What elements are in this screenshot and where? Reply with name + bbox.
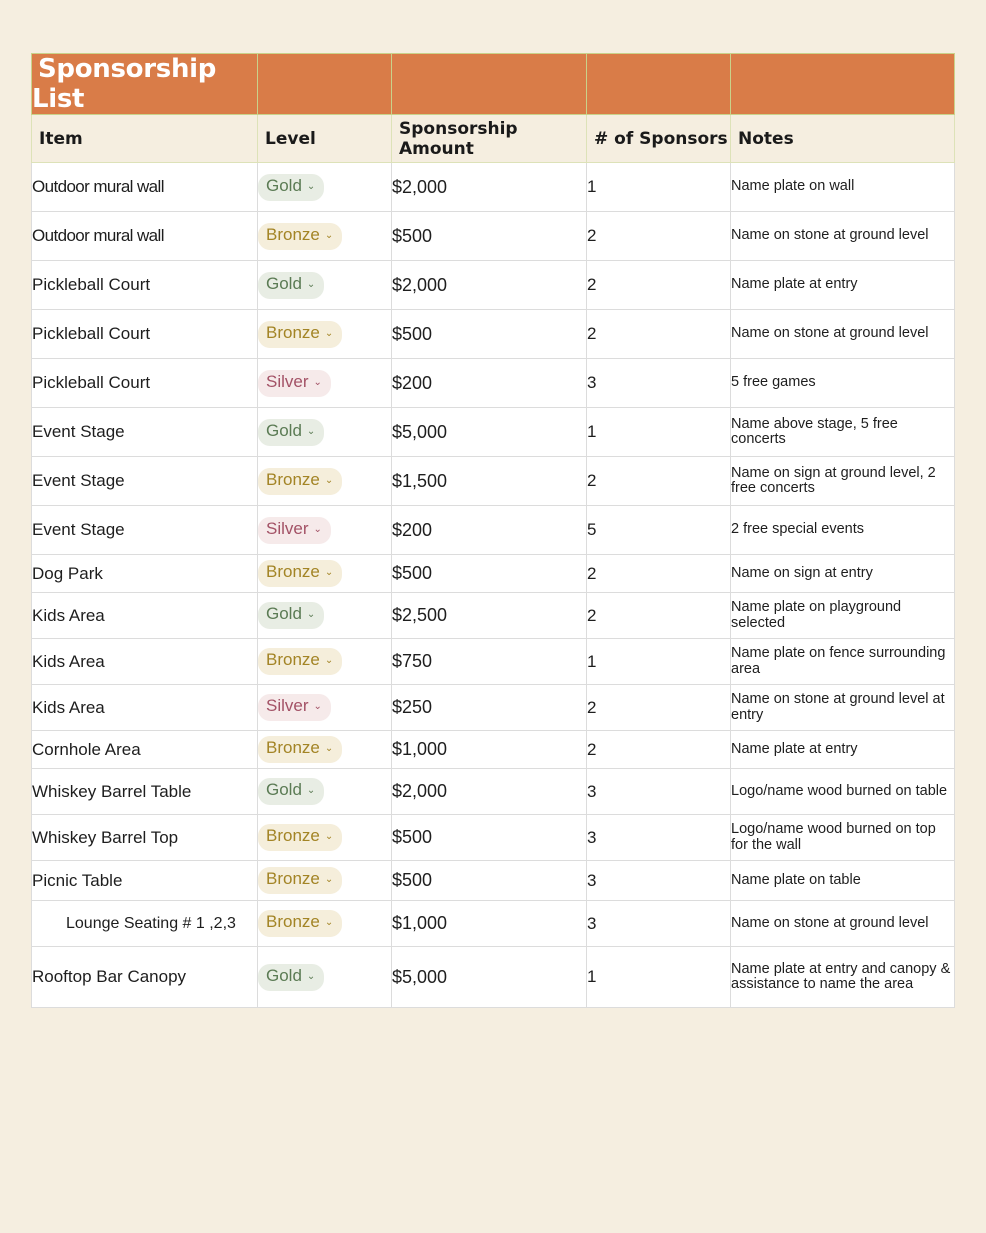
sponsor-count-cell[interactable]: 3 — [587, 901, 731, 947]
notes-cell[interactable]: Logo/name wood burned on top for the wall — [731, 815, 955, 861]
chevron-down-icon: ⌄ — [324, 743, 334, 754]
table-row — [32, 457, 955, 506]
amount-cell[interactable]: $1,000 — [392, 731, 587, 769]
table-row — [32, 261, 955, 310]
item-cell[interactable]: Whiskey Barrel Top — [32, 815, 258, 861]
column-header-amount[interactable]: Sponsorship Amount — [392, 115, 587, 163]
table-row — [32, 310, 955, 359]
level-label: Silver — [266, 371, 309, 391]
chevron-down-icon: ⌄ — [313, 523, 322, 535]
item-cell[interactable]: Kids Area — [32, 593, 258, 639]
table-row — [32, 593, 955, 639]
amount-cell[interactable]: $500 — [392, 861, 587, 901]
sponsor-count-cell[interactable]: 3 — [587, 861, 731, 901]
level-cell — [258, 359, 392, 408]
title-cell[interactable] — [32, 54, 258, 115]
level-cell — [258, 261, 392, 310]
sponsorship-table — [31, 53, 955, 1008]
level-dropdown[interactable] — [258, 602, 324, 629]
level-label: Bronze — [266, 826, 320, 845]
amount-cell[interactable]: $500 — [392, 555, 587, 593]
chevron-down-icon: ⌄ — [324, 229, 334, 241]
level-cell — [258, 861, 392, 901]
item-cell[interactable]: Pickleball Court — [32, 359, 258, 408]
title-row — [32, 54, 955, 115]
column-header-item[interactable]: Item — [32, 115, 258, 163]
sponsor-count-cell[interactable]: 3 — [587, 815, 731, 861]
item-cell[interactable]: Pickleball Court — [32, 310, 258, 359]
chevron-down-icon: ⌄ — [324, 655, 334, 666]
chevron-down-icon: ⌄ — [324, 874, 334, 885]
level-dropdown[interactable] — [258, 370, 331, 397]
sponsor-count-cell[interactable]: 2 — [587, 555, 731, 593]
table-row — [32, 555, 955, 593]
amount-cell[interactable]: $750 — [392, 639, 587, 685]
level-cell — [258, 685, 392, 731]
level-cell — [258, 408, 392, 457]
table-row — [32, 163, 955, 212]
level-label: Gold — [266, 273, 302, 293]
notes-cell[interactable]: Name plate on playground selected — [731, 593, 955, 639]
chevron-down-icon: ⌄ — [306, 970, 316, 982]
level-label: Bronze — [266, 912, 320, 931]
chevron-down-icon: ⌄ — [324, 474, 334, 486]
level-dropdown[interactable] — [258, 648, 342, 675]
sponsor-count-cell[interactable]: 1 — [587, 408, 731, 457]
table-row — [32, 901, 955, 947]
level-cell — [258, 947, 392, 1008]
level-label: Bronze — [266, 224, 320, 244]
table-row — [32, 639, 955, 685]
amount-cell[interactable]: $2,000 — [392, 163, 587, 212]
level-dropdown[interactable] — [258, 867, 342, 894]
level-cell — [258, 212, 392, 261]
notes-cell[interactable]: Logo/name wood burned on table — [731, 769, 955, 815]
sponsor-count-cell[interactable]: 3 — [587, 359, 731, 408]
chevron-down-icon: ⌄ — [306, 785, 316, 796]
chevron-down-icon: ⌄ — [313, 376, 322, 388]
level-dropdown[interactable] — [258, 517, 331, 544]
item-cell[interactable]: Whiskey Barrel Table — [32, 769, 258, 815]
sponsor-count-cell[interactable]: 2 — [587, 261, 731, 310]
notes-cell[interactable]: Name on sign at entry — [731, 555, 955, 593]
sponsor-count-cell[interactable]: 3 — [587, 769, 731, 815]
level-dropdown[interactable] — [258, 824, 342, 851]
column-header-notes[interactable]: Notes — [731, 115, 955, 163]
item-cell[interactable]: Outdoor mural wall — [32, 163, 258, 212]
table-row — [32, 685, 955, 731]
level-cell — [258, 555, 392, 593]
level-label: Silver — [266, 696, 309, 715]
amount-cell[interactable]: $2,000 — [392, 261, 587, 310]
sponsor-count-cell[interactable]: 2 — [587, 731, 731, 769]
notes-cell[interactable]: Name plate on fence surrounding area — [731, 639, 955, 685]
item-cell[interactable]: Event Stage — [32, 506, 258, 555]
title-cell-empty[interactable] — [392, 54, 587, 115]
chevron-down-icon: ⌄ — [324, 567, 334, 578]
notes-cell[interactable]: Name on stone at ground level — [731, 310, 955, 359]
sponsor-count-cell[interactable]: 2 — [587, 457, 731, 506]
table-row — [32, 408, 955, 457]
level-dropdown[interactable] — [258, 468, 342, 495]
notes-cell[interactable]: Name plate at entry — [731, 731, 955, 769]
sponsor-count-cell[interactable]: 1 — [587, 163, 731, 212]
amount-cell[interactable]: $200 — [392, 506, 587, 555]
level-cell — [258, 901, 392, 947]
level-label: Bronze — [266, 322, 320, 342]
level-label: Bronze — [266, 562, 320, 581]
chevron-down-icon: ⌄ — [324, 831, 334, 842]
level-label: Bronze — [266, 469, 320, 489]
level-label: Gold — [266, 780, 302, 799]
column-header-level[interactable]: Level — [258, 115, 392, 163]
table-row — [32, 731, 955, 769]
title-cell-empty[interactable] — [731, 54, 955, 115]
level-dropdown[interactable] — [258, 272, 324, 299]
amount-cell[interactable]: $2,500 — [392, 593, 587, 639]
item-cell[interactable]: Cornhole Area — [32, 731, 258, 769]
level-label: Bronze — [266, 738, 320, 757]
notes-cell[interactable]: Name plate at entry and canopy & assistance to name the area — [731, 947, 955, 1008]
level-cell — [258, 769, 392, 815]
item-cell[interactable]: Kids Area — [32, 685, 258, 731]
level-label: Gold — [266, 965, 302, 985]
level-cell — [258, 639, 392, 685]
chevron-down-icon: ⌄ — [313, 701, 322, 712]
amount-cell[interactable]: $200 — [392, 359, 587, 408]
item-cell[interactable]: Dog Park — [32, 555, 258, 593]
sheet-title: Sponsorship List — [32, 54, 217, 114]
level-cell — [258, 457, 392, 506]
amount-cell[interactable]: $2,000 — [392, 769, 587, 815]
notes-cell[interactable]: Name on sign at ground level, 2 free concerts — [731, 457, 955, 506]
notes-cell[interactable]: Name on stone at ground level at entry — [731, 685, 955, 731]
table-row — [32, 815, 955, 861]
item-cell[interactable]: Event Stage — [32, 408, 258, 457]
level-cell — [258, 163, 392, 212]
level-dropdown[interactable] — [258, 964, 324, 991]
sponsor-count-cell[interactable]: 1 — [587, 947, 731, 1008]
level-dropdown[interactable] — [258, 910, 342, 937]
table-row — [32, 506, 955, 555]
sponsor-count-cell[interactable]: 1 — [587, 639, 731, 685]
column-header-count[interactable]: # of Sponsors — [587, 115, 731, 163]
level-dropdown[interactable] — [258, 778, 324, 805]
level-dropdown[interactable] — [258, 560, 342, 587]
item-cell[interactable]: Kids Area — [32, 639, 258, 685]
notes-cell[interactable]: Name on stone at ground level — [731, 901, 955, 947]
amount-cell[interactable]: $5,000 — [392, 408, 587, 457]
table-row — [32, 947, 955, 1008]
table-row — [32, 359, 955, 408]
table-body — [32, 163, 955, 1008]
level-cell — [258, 506, 392, 555]
table-row — [32, 861, 955, 901]
level-cell — [258, 593, 392, 639]
level-dropdown[interactable] — [258, 694, 331, 721]
notes-cell[interactable]: Name plate at entry — [731, 261, 955, 310]
item-cell[interactable]: Rooftop Bar Canopy — [32, 947, 258, 1008]
item-cell[interactable]: Outdoor mural wall — [32, 212, 258, 261]
item-cell[interactable]: Event Stage — [32, 457, 258, 506]
level-label: Bronze — [266, 869, 320, 888]
table-row — [32, 769, 955, 815]
sponsor-count-cell[interactable]: 2 — [587, 685, 731, 731]
chevron-down-icon: ⌄ — [306, 609, 316, 620]
level-cell — [258, 731, 392, 769]
notes-cell[interactable]: 2 free special events — [731, 506, 955, 555]
notes-cell[interactable]: Name above stage, 5 free concerts — [731, 408, 955, 457]
amount-cell[interactable]: $500 — [392, 212, 587, 261]
amount-cell[interactable]: $250 — [392, 685, 587, 731]
amount-cell[interactable]: $1,000 — [392, 901, 587, 947]
notes-cell[interactable]: Name on stone at ground level — [731, 212, 955, 261]
level-cell — [258, 310, 392, 359]
item-cell[interactable]: Lounge Seating # 1 ,2,3 — [32, 901, 258, 947]
item-cell[interactable]: Pickleball Court — [32, 261, 258, 310]
amount-cell[interactable]: $1,500 — [392, 457, 587, 506]
sponsor-count-cell[interactable]: 2 — [587, 212, 731, 261]
level-label: Silver — [266, 518, 309, 538]
sponsor-count-cell[interactable]: 5 — [587, 506, 731, 555]
sponsor-count-cell[interactable]: 2 — [587, 593, 731, 639]
level-dropdown[interactable] — [258, 419, 324, 446]
chevron-down-icon: ⌄ — [324, 917, 334, 928]
title-cell-empty[interactable] — [258, 54, 392, 115]
level-dropdown[interactable] — [258, 321, 342, 348]
amount-cell[interactable]: $500 — [392, 815, 587, 861]
amount-cell[interactable]: $500 — [392, 310, 587, 359]
level-dropdown[interactable] — [258, 223, 342, 250]
chevron-down-icon: ⌄ — [306, 180, 316, 192]
chevron-down-icon: ⌄ — [306, 278, 316, 290]
level-dropdown[interactable] — [258, 174, 324, 201]
chevron-down-icon: ⌄ — [306, 425, 316, 437]
notes-cell[interactable]: 5 free games — [731, 359, 955, 408]
header-row — [32, 115, 955, 163]
notes-cell[interactable]: Name plate on table — [731, 861, 955, 901]
table-row — [32, 212, 955, 261]
level-cell — [258, 815, 392, 861]
level-label: Gold — [266, 175, 302, 195]
amount-cell[interactable]: $5,000 — [392, 947, 587, 1008]
sponsor-count-cell[interactable]: 2 — [587, 310, 731, 359]
level-label: Gold — [266, 604, 302, 623]
level-dropdown[interactable] — [258, 736, 342, 763]
title-cell-empty[interactable] — [587, 54, 731, 115]
notes-cell[interactable]: Name plate on wall — [731, 163, 955, 212]
level-label: Gold — [266, 420, 302, 440]
item-cell[interactable]: Picnic Table — [32, 861, 258, 901]
chevron-down-icon: ⌄ — [324, 327, 334, 339]
level-label: Bronze — [266, 650, 320, 669]
